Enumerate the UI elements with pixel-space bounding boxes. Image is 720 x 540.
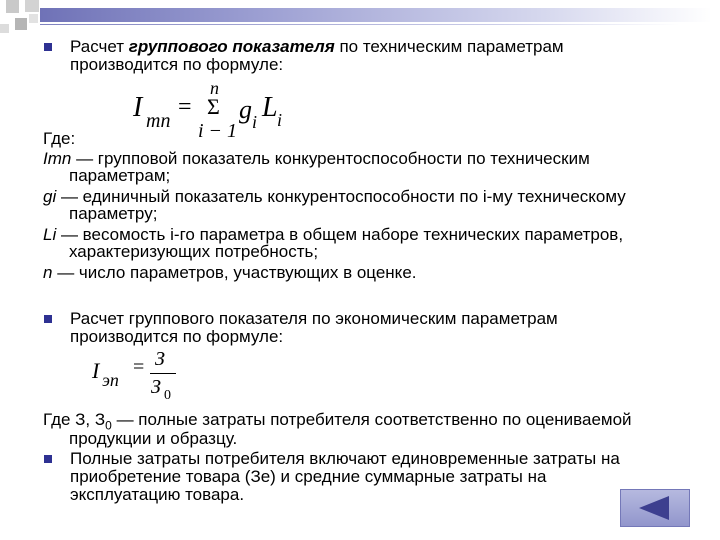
back-arrow-icon bbox=[621, 490, 689, 526]
header-divider bbox=[40, 24, 680, 25]
where-label: Где: bbox=[43, 129, 76, 148]
definition-gi-cont: параметру; bbox=[69, 204, 158, 223]
section2-where-line1: Где З, $З_0$ — полные затраты потребителя соответственно по оцениваемой bbox=[43, 410, 632, 433]
definition-n: n — число параметров, участвующих в оценке. bbox=[43, 263, 417, 282]
section2-intro-line1: Расчет группового показателя по экономическим параметрам bbox=[70, 309, 558, 328]
square-bullet-icon bbox=[44, 315, 52, 323]
definition-li-cont: характеризующих потребность; bbox=[69, 242, 319, 261]
definition-gi: gi — единичный показатель конкурентоспособности по i-му техническому bbox=[43, 187, 626, 206]
section2-intro-line2: производится по формуле: bbox=[70, 327, 284, 346]
section1-intro-line2: производится по формуле: bbox=[70, 55, 284, 74]
fraction-bar bbox=[150, 373, 176, 374]
definition-imn: Imn — групповой показатель конкурентоспособности по техническим bbox=[43, 149, 590, 168]
square-bullet-icon bbox=[44, 455, 52, 463]
definition-imn-cont: параметрам; bbox=[69, 166, 171, 185]
definition-li: Li — весомость i-го параметра в общем наборе технических параметров, bbox=[43, 225, 624, 244]
section2-bullet2-line2: приобретение товара (Зе) и средние суммарные затраты на bbox=[70, 467, 547, 486]
back-button[interactable] bbox=[620, 489, 690, 527]
square-bullet-icon bbox=[44, 43, 52, 51]
section1-intro-line1: Расчет группового показателя по техническим параметрам bbox=[70, 37, 564, 56]
section2-where-line2: продукции и образцу. bbox=[69, 429, 238, 448]
section2-bullet2-line3: эксплуатацию товара. bbox=[70, 485, 245, 504]
header-gradient-bar bbox=[40, 8, 712, 22]
section2-bullet2-line1: Полные затраты потребителя включают единовременные затраты на bbox=[70, 449, 620, 468]
